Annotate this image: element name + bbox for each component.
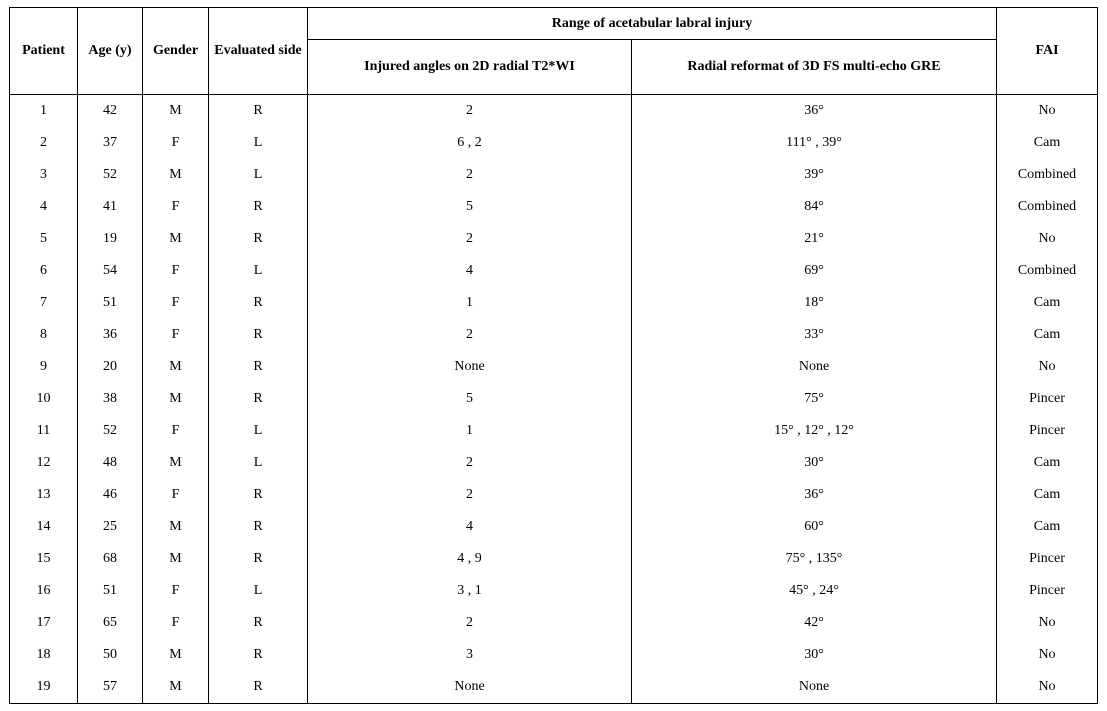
cell-injured-angles: 3 , 1 [308,575,632,607]
cell-patient: 2 [10,127,78,159]
cell-age: 25 [78,511,143,543]
cell-fai: Pincer [997,415,1098,447]
cell-evaluated-side: R [209,383,308,415]
table-row [10,447,1098,479]
header-age: Age (y) [78,8,143,95]
cell-gender: F [143,319,209,351]
table-row [10,575,1098,607]
cell-fai: Pincer [997,383,1098,415]
cell-patient: 6 [10,255,78,287]
cell-injured-angles: None [308,351,632,383]
cell-age: 42 [78,95,143,128]
cell-radial-reformat: None [632,351,997,383]
cell-age: 50 [78,639,143,671]
cell-age: 51 [78,575,143,607]
cell-age: 20 [78,351,143,383]
cell-injured-angles: 4 [308,511,632,543]
cell-age: 51 [78,287,143,319]
cell-radial-reformat: 39° [632,159,997,191]
cell-evaluated-side: R [209,95,308,128]
cell-age: 38 [78,383,143,415]
cell-age: 68 [78,543,143,575]
cell-patient: 15 [10,543,78,575]
cell-radial-reformat: 15° , 12° , 12° [632,415,997,447]
cell-injured-angles: 2 [308,95,632,128]
cell-fai: Combined [997,255,1098,287]
table-row [10,191,1098,223]
header-fai: FAI [997,8,1098,95]
cell-patient: 16 [10,575,78,607]
cell-gender: M [143,383,209,415]
table-row [10,639,1098,671]
cell-radial-reformat: 18° [632,287,997,319]
cell-evaluated-side: R [209,671,308,704]
cell-age: 54 [78,255,143,287]
labral-injury-table [9,7,1098,704]
cell-age: 52 [78,159,143,191]
cell-patient: 12 [10,447,78,479]
cell-evaluated-side: R [209,511,308,543]
cell-fai: Cam [997,319,1098,351]
cell-patient: 18 [10,639,78,671]
cell-gender: F [143,127,209,159]
cell-gender: F [143,191,209,223]
cell-gender: F [143,575,209,607]
cell-patient: 10 [10,383,78,415]
cell-patient: 13 [10,479,78,511]
cell-age: 52 [78,415,143,447]
cell-evaluated-side: R [209,543,308,575]
cell-evaluated-side: L [209,447,308,479]
cell-evaluated-side: L [209,159,308,191]
cell-gender: M [143,159,209,191]
cell-fai: Cam [997,447,1098,479]
cell-fai: No [997,671,1098,704]
table-row [10,223,1098,255]
header-radial-reformat: Radial reformat of 3D FS multi-echo GRE [632,40,997,95]
cell-fai: No [997,95,1098,128]
cell-radial-reformat: 69° [632,255,997,287]
cell-fai: Cam [997,287,1098,319]
cell-fai: Combined [997,191,1098,223]
cell-gender: M [143,543,209,575]
cell-radial-reformat: 42° [632,607,997,639]
cell-age: 37 [78,127,143,159]
table-row [10,95,1098,128]
cell-patient: 1 [10,95,78,128]
cell-patient: 5 [10,223,78,255]
cell-evaluated-side: R [209,319,308,351]
cell-radial-reformat: 36° [632,479,997,511]
cell-radial-reformat: 30° [632,447,997,479]
cell-age: 19 [78,223,143,255]
cell-injured-angles: 2 [308,159,632,191]
cell-evaluated-side: L [209,127,308,159]
table-row [10,287,1098,319]
cell-patient: 4 [10,191,78,223]
table-header [10,8,1098,95]
cell-radial-reformat: 45° , 24° [632,575,997,607]
cell-fai: Cam [997,511,1098,543]
cell-patient: 8 [10,319,78,351]
header-gender: Gender [143,8,209,95]
cell-injured-angles: 4 , 9 [308,543,632,575]
cell-age: 41 [78,191,143,223]
cell-patient: 11 [10,415,78,447]
cell-injured-angles: 5 [308,383,632,415]
cell-injured-angles: 2 [308,607,632,639]
cell-evaluated-side: R [209,351,308,383]
table-row [10,511,1098,543]
cell-injured-angles: 5 [308,191,632,223]
cell-patient: 14 [10,511,78,543]
cell-fai: Pincer [997,543,1098,575]
cell-injured-angles: 4 [308,255,632,287]
cell-evaluated-side: R [209,191,308,223]
cell-radial-reformat: 21° [632,223,997,255]
cell-patient: 9 [10,351,78,383]
cell-injured-angles: 3 [308,639,632,671]
cell-patient: 17 [10,607,78,639]
table-row [10,319,1098,351]
cell-radial-reformat: None [632,671,997,704]
table-body [10,95,1098,704]
cell-injured-angles: 2 [308,223,632,255]
cell-radial-reformat: 33° [632,319,997,351]
cell-gender: F [143,255,209,287]
table-row [10,159,1098,191]
cell-radial-reformat: 36° [632,95,997,128]
cell-evaluated-side: R [209,287,308,319]
cell-gender: M [143,447,209,479]
table-row [10,671,1098,704]
cell-injured-angles: None [308,671,632,704]
cell-fai: Combined [997,159,1098,191]
table-row [10,415,1098,447]
cell-evaluated-side: L [209,575,308,607]
table-row [10,479,1098,511]
cell-fai: Cam [997,127,1098,159]
cell-fai: Cam [997,479,1098,511]
cell-gender: F [143,415,209,447]
cell-fai: Pincer [997,575,1098,607]
cell-age: 46 [78,479,143,511]
cell-gender: M [143,95,209,128]
table-row [10,543,1098,575]
cell-evaluated-side: R [209,639,308,671]
cell-age: 65 [78,607,143,639]
cell-fai: No [997,223,1098,255]
table-row [10,127,1098,159]
header-range-group: Range of acetabular labral injury [308,8,997,40]
cell-patient: 3 [10,159,78,191]
cell-radial-reformat: 84° [632,191,997,223]
cell-evaluated-side: R [209,479,308,511]
table-row [10,607,1098,639]
cell-gender: M [143,223,209,255]
table-row [10,383,1098,415]
cell-fai: No [997,351,1098,383]
cell-gender: F [143,287,209,319]
cell-gender: M [143,351,209,383]
cell-radial-reformat: 111° , 39° [632,127,997,159]
cell-injured-angles: 2 [308,479,632,511]
cell-patient: 19 [10,671,78,704]
cell-radial-reformat: 75° , 135° [632,543,997,575]
cell-injured-angles: 2 [308,319,632,351]
cell-injured-angles: 6 , 2 [308,127,632,159]
header-injured-angles: Injured angles on 2D radial T2*WI [308,40,632,95]
header-patient: Patient [10,8,78,95]
cell-injured-angles: 1 [308,415,632,447]
table-row [10,255,1098,287]
table-row [10,351,1098,383]
cell-radial-reformat: 75° [632,383,997,415]
header-evaluated-side: Evaluated side [209,8,308,95]
cell-evaluated-side: L [209,415,308,447]
cell-injured-angles: 1 [308,287,632,319]
cell-fai: No [997,639,1098,671]
cell-gender: F [143,607,209,639]
cell-age: 36 [78,319,143,351]
cell-age: 48 [78,447,143,479]
cell-radial-reformat: 60° [632,511,997,543]
cell-injured-angles: 2 [308,447,632,479]
cell-age: 57 [78,671,143,704]
cell-patient: 7 [10,287,78,319]
cell-evaluated-side: R [209,223,308,255]
cell-gender: M [143,511,209,543]
cell-gender: F [143,479,209,511]
cell-gender: M [143,671,209,704]
cell-evaluated-side: R [209,607,308,639]
cell-evaluated-side: L [209,255,308,287]
cell-radial-reformat: 30° [632,639,997,671]
cell-gender: M [143,639,209,671]
cell-fai: No [997,607,1098,639]
